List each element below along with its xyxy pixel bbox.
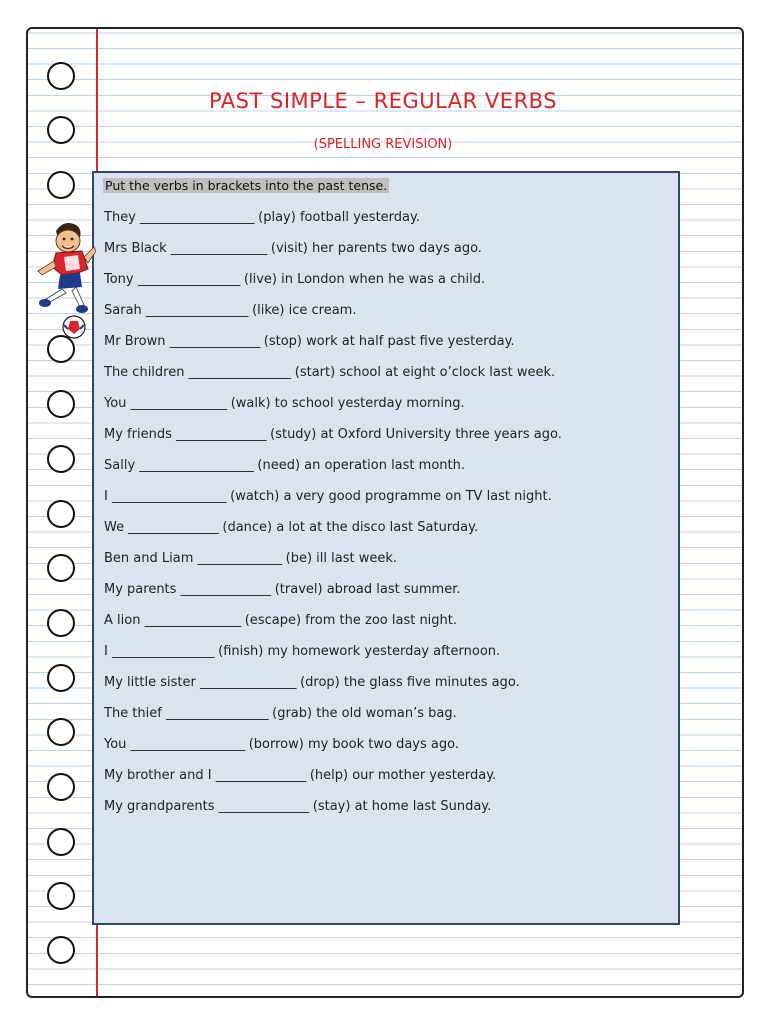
binder-hole-icon	[47, 445, 75, 473]
exercise-list	[104, 209, 562, 829]
exercise-item	[104, 519, 562, 550]
exercise-item	[104, 705, 562, 736]
binder-hole-icon	[47, 390, 75, 418]
exercise-subject: We	[104, 520, 125, 535]
exercise-item	[104, 643, 562, 674]
exercise-rest: (drop) the glass five minutes ago.	[300, 675, 520, 690]
exercise-blank[interactable]: ___________________	[140, 210, 255, 225]
exercise-item	[104, 209, 562, 240]
exercise-subject: Mrs Black	[104, 241, 167, 256]
exercise-rest: (stop) work at half past five yesterday.	[263, 334, 515, 349]
exercise-blank[interactable]: ___________________	[130, 737, 245, 752]
binder-holes	[28, 29, 96, 996]
exercise-item	[104, 798, 562, 829]
exercise-subject: A lion	[104, 613, 141, 628]
exercise-subject: I	[104, 489, 108, 504]
exercise-blank[interactable]: ________________	[170, 241, 267, 256]
exercise-blank[interactable]: _________________	[111, 644, 214, 659]
exercise-rest: (walk) to school yesterday morning.	[230, 396, 465, 411]
exercise-item	[104, 240, 562, 271]
notebook-page	[26, 27, 744, 998]
binder-hole-icon	[47, 62, 75, 90]
exercise-rest: (help) our mother yesterday.	[309, 768, 497, 783]
exercise-subject: They	[104, 210, 136, 225]
exercise-item	[104, 364, 562, 395]
exercise-item	[104, 271, 562, 302]
exercise-blank[interactable]: ___________________	[139, 458, 254, 473]
exercise-subject: My brother and I	[104, 768, 212, 783]
exercise-subject: Mr Brown	[104, 334, 166, 349]
exercise-blank[interactable]: _______________	[169, 334, 260, 349]
exercise-rest: (start) school at eight o’clock last week.	[294, 365, 556, 380]
page-subtitle: (SPELLING REVISION)	[313, 137, 453, 152]
exercise-rest: (be) ill last week.	[285, 551, 398, 566]
exercise-item	[104, 395, 562, 426]
exercise-item	[104, 426, 562, 457]
exercise-rest: (visit) her parents two days ago.	[270, 241, 482, 256]
binder-hole-icon	[47, 116, 75, 144]
exercise-subject: Sally	[104, 458, 136, 473]
binder-hole-icon	[47, 773, 75, 801]
exercise-subject: My parents	[104, 582, 177, 597]
binder-hole-icon	[47, 609, 75, 637]
binder-hole-icon	[47, 500, 75, 528]
page-title: PAST SIMPLE – REGULAR VERBS	[208, 89, 558, 113]
exercise-blank[interactable]: _______________	[175, 427, 266, 442]
exercise-subject: You	[104, 396, 127, 411]
exercise-subject: The thief	[104, 706, 162, 721]
exercise-rest: (study) at Oxford University three years ago.	[270, 427, 562, 442]
exercise-blank[interactable]: ________________	[199, 675, 296, 690]
exercise-subject: My little sister	[104, 675, 196, 690]
exercise-blank[interactable]: ________________	[130, 396, 227, 411]
binder-hole-icon	[47, 882, 75, 910]
exercise-subject: Tony	[104, 272, 134, 287]
exercise-rest: (need) an operation last month.	[257, 458, 465, 473]
exercise-item	[104, 333, 562, 364]
exercise-rest: (borrow) my book two days ago.	[248, 737, 459, 752]
exercise-blank[interactable]: ______________	[197, 551, 282, 566]
exercise-item	[104, 674, 562, 705]
exercise-blank[interactable]: _______________	[218, 799, 309, 814]
exercise-rest: (escape) from the zoo last night.	[244, 613, 458, 628]
exercise-box	[92, 171, 680, 925]
exercise-subject: You	[104, 737, 127, 752]
exercise-item	[104, 612, 562, 643]
exercise-blank[interactable]: _________________	[165, 706, 268, 721]
binder-hole-icon	[47, 718, 75, 746]
binder-hole-icon	[47, 171, 75, 199]
exercise-item	[104, 550, 562, 581]
exercise-item	[104, 457, 562, 488]
exercise-rest: (play) football yesterday.	[258, 210, 420, 225]
exercise-subject: I	[104, 644, 108, 659]
exercise-item	[104, 767, 562, 798]
instruction-text: Put the verbs in brackets into the past tense.	[105, 178, 388, 193]
exercise-subject: Sarah	[104, 303, 142, 318]
exercise-item	[104, 736, 562, 767]
binder-hole-icon	[47, 936, 75, 964]
exercise-rest: (like) ice cream.	[252, 303, 357, 318]
exercise-item	[104, 302, 562, 333]
exercise-blank[interactable]: _______________	[128, 520, 219, 535]
exercise-blank[interactable]: _______________	[215, 768, 306, 783]
binder-hole-icon	[47, 664, 75, 692]
exercise-blank[interactable]: _________________	[145, 303, 248, 318]
exercise-subject: The children	[104, 365, 185, 380]
exercise-blank[interactable]: _________________	[188, 365, 291, 380]
binder-hole-icon	[47, 554, 75, 582]
exercise-item	[104, 488, 562, 519]
binder-hole-icon	[47, 828, 75, 856]
exercise-rest: (watch) a very good programme on TV last night.	[230, 489, 552, 504]
football-player-boy-icon	[34, 217, 96, 341]
exercise-subject: Ben and Liam	[104, 551, 194, 566]
exercise-rest: (live) in London when he was a child.	[243, 272, 486, 287]
exercise-blank[interactable]: ___________________	[111, 489, 226, 504]
exercise-blank[interactable]: _______________	[180, 582, 271, 597]
exercise-subject: My grandparents	[104, 799, 215, 814]
exercise-item	[104, 581, 562, 612]
exercise-rest: (dance) a lot at the disco last Saturday.	[222, 520, 479, 535]
exercise-rest: (grab) the old woman’s bag.	[272, 706, 457, 721]
exercise-blank[interactable]: _________________	[137, 272, 240, 287]
exercise-subject: My friends	[104, 427, 172, 442]
exercise-rest: (finish) my homework yesterday afternoon.	[218, 644, 501, 659]
exercise-rest: (travel) abroad last summer.	[274, 582, 461, 597]
exercise-rest: (stay) at home last Sunday.	[312, 799, 492, 814]
exercise-blank[interactable]: ________________	[144, 613, 241, 628]
